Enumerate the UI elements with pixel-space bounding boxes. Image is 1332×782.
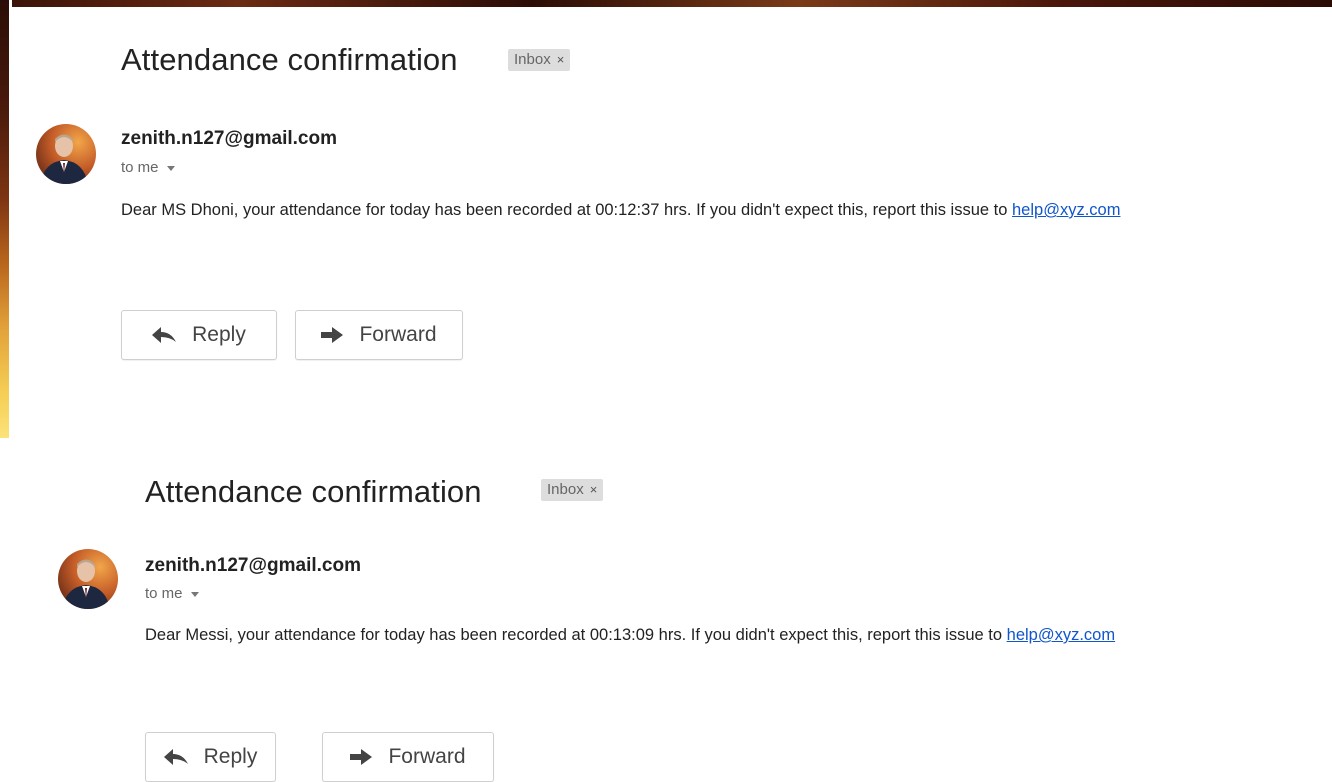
caret-down-icon[interactable] <box>167 166 175 171</box>
inbox-label-text: Inbox <box>514 51 551 68</box>
avatar[interactable] <box>36 124 96 184</box>
recipient-text: to me <box>121 159 159 176</box>
sender-email[interactable]: zenith.n127@gmail.com <box>121 128 337 149</box>
avatar[interactable] <box>58 549 118 609</box>
email-subject: Attendance confirmation <box>145 474 482 509</box>
recipient-line[interactable] <box>145 585 199 602</box>
inbox-label <box>541 479 603 501</box>
forward-button[interactable] <box>295 310 463 360</box>
sender-email[interactable]: zenith.n127@gmail.com <box>145 555 361 576</box>
reply-label: Reply <box>203 745 258 768</box>
reply-icon <box>152 327 176 343</box>
email-body-text: Dear Messi, your attendance for today has been recorded at 00:13:09 hrs. If you didn't expect this, report this issue to <box>145 626 1007 644</box>
inbox-label-text: Inbox <box>547 481 584 498</box>
recipient-text: to me <box>145 585 183 602</box>
remove-label-icon[interactable]: × <box>556 52 565 67</box>
email-body <box>145 626 1115 645</box>
reply-button[interactable] <box>145 732 276 782</box>
email-body <box>121 201 1120 220</box>
caret-down-icon[interactable] <box>191 592 199 597</box>
email-message-2 <box>0 438 1332 780</box>
reply-icon <box>164 749 188 765</box>
forward-label: Forward <box>359 323 437 346</box>
help-email-link[interactable]: help@xyz.com <box>1006 626 1116 644</box>
recipient-line[interactable] <box>121 159 175 176</box>
reply-label: Reply <box>192 323 246 346</box>
forward-icon <box>350 749 372 765</box>
inbox-label <box>508 49 570 71</box>
forward-icon <box>321 327 343 343</box>
email-body-text: Dear MS Dhoni, your attendance for today has been recorded at 00:12:37 hrs. If you didn't expect this, report this issue to <box>121 201 1012 219</box>
remove-label-icon[interactable]: × <box>589 482 598 497</box>
forward-label: Forward <box>388 745 466 768</box>
email-subject: Attendance confirmation <box>121 42 458 77</box>
reply-button[interactable] <box>121 310 277 360</box>
help-email-link[interactable]: help@xyz.com <box>1012 201 1121 219</box>
forward-button[interactable] <box>322 732 494 782</box>
